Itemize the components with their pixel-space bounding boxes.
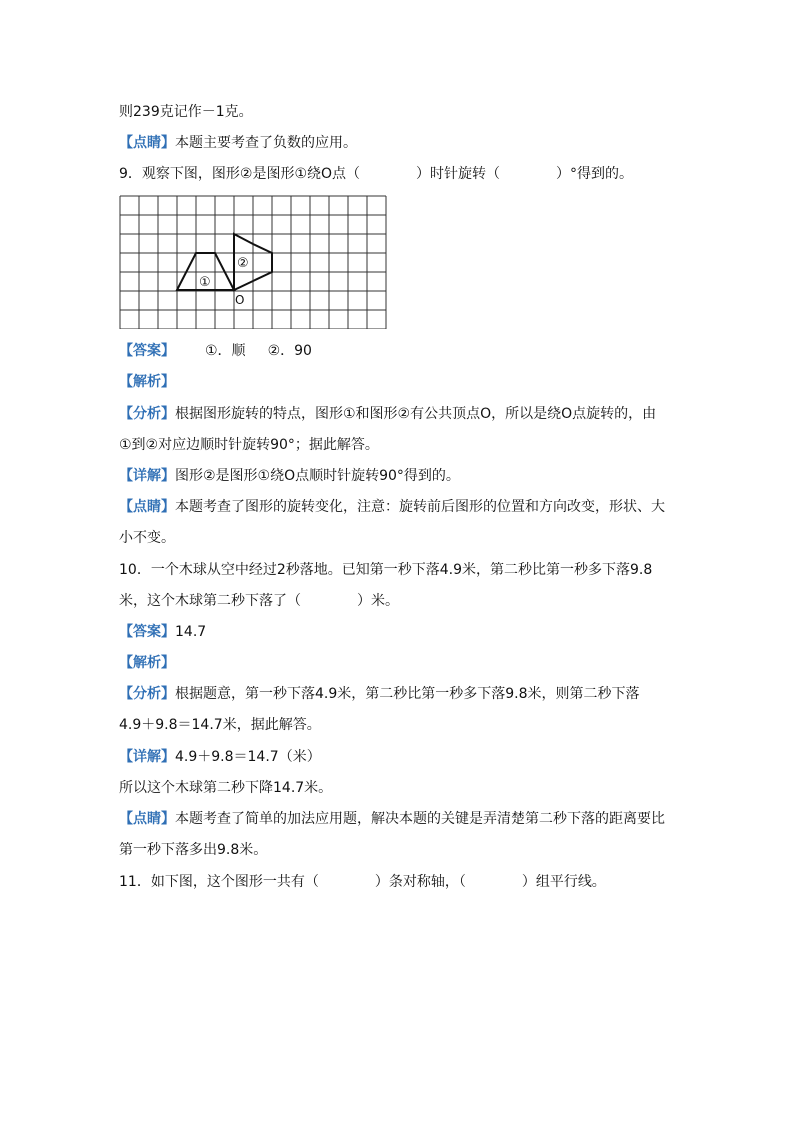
shape-1-label: ① (199, 275, 211, 290)
conclusion-line: 所以这个木球第二秒下降14.7米。 (119, 780, 333, 796)
question-10-cont: 米，这个木球第二秒下落了（ ）米。 (119, 593, 399, 609)
answer-2: ②．90 (267, 343, 312, 359)
xiangjie-text: 图形②是图形①绕O点顺时针旋转90°得到的。 (175, 468, 460, 484)
fenxi-text: 根据题意，第一秒下落4.9米，第二秒比第一秒多下落9.8米，则第二秒下落 (175, 686, 640, 702)
answer-line (119, 341, 312, 361)
dianjing-tag: 【点睛】 (119, 811, 175, 827)
dianjing-text: 本题主要考查了负数的应用。 (175, 135, 357, 151)
dianjing-tag: 【点睛】 (119, 499, 175, 515)
jiexi-tag: 【解析】 (119, 655, 175, 671)
dianjing-text: 本题考查了图形的旋转变化，注意：旋转前后图形的位置和方向改变，形状、大 (175, 499, 665, 515)
fenxi-line-2: 4.9＋9.8＝14.7米，据此解答。 (119, 717, 321, 733)
answer-value: 14.7 (175, 624, 207, 640)
dianjing-line (119, 809, 665, 829)
dianjing-line-2: 第一秒下落多出9.8米。 (119, 842, 268, 858)
fenxi-line (119, 684, 640, 704)
fenxi-line (119, 404, 656, 424)
rotation-grid-figure (119, 195, 387, 329)
question-10: 10．一个木球从空中经过2秒落地。已知第一秒下落4.9米，第二秒比第一秒多下落9.8 (119, 562, 653, 578)
dianjing-text: 本题考查了简单的加法应用题，解决本题的关键是弄清楚第二秒下落的距离要比 (175, 811, 665, 827)
point-o-label: O (235, 293, 245, 307)
xiangjie-text: 4.9＋9.8＝14.7（米） (175, 749, 321, 765)
fenxi-tag: 【分析】 (119, 686, 175, 702)
answer-line (119, 622, 206, 642)
fenxi-text: 根据图形旋转的特点，图形①和图形②有公共顶点O，所以是绕O点旋转的，由 (175, 406, 657, 422)
jiexi-tag: 【解析】 (119, 374, 175, 390)
xiangjie-line (119, 466, 460, 486)
dianjing-tag: 【点睛】 (119, 135, 175, 151)
answer-tag: 【答案】 (119, 343, 175, 359)
fenxi-line-2: ①到②对应边顺时针旋转90°；据此解答。 (119, 437, 379, 453)
answer-tag: 【答案】 (119, 624, 175, 640)
dianjing-line (119, 133, 357, 153)
fenxi-tag: 【分析】 (119, 406, 175, 422)
answer-1: ①．顺 (205, 343, 246, 359)
xiangjie-tag: 【详解】 (119, 749, 175, 765)
xiangjie-line (119, 747, 321, 767)
shape-2-label: ② (237, 256, 249, 271)
question-11: 11．如下图，这个图形一共有（ ）条对称轴，（ ）组平行线。 (119, 874, 606, 890)
dianjing-line (119, 497, 665, 517)
text-line: 则239克记作－1克。 (119, 104, 253, 120)
dianjing-line-2: 小不变。 (119, 530, 175, 546)
xiangjie-tag: 【详解】 (119, 468, 175, 484)
question-9: 9．观察下图，图形②是图形①绕O点（ ）时针旋转（ ）°得到的。 (119, 166, 634, 182)
